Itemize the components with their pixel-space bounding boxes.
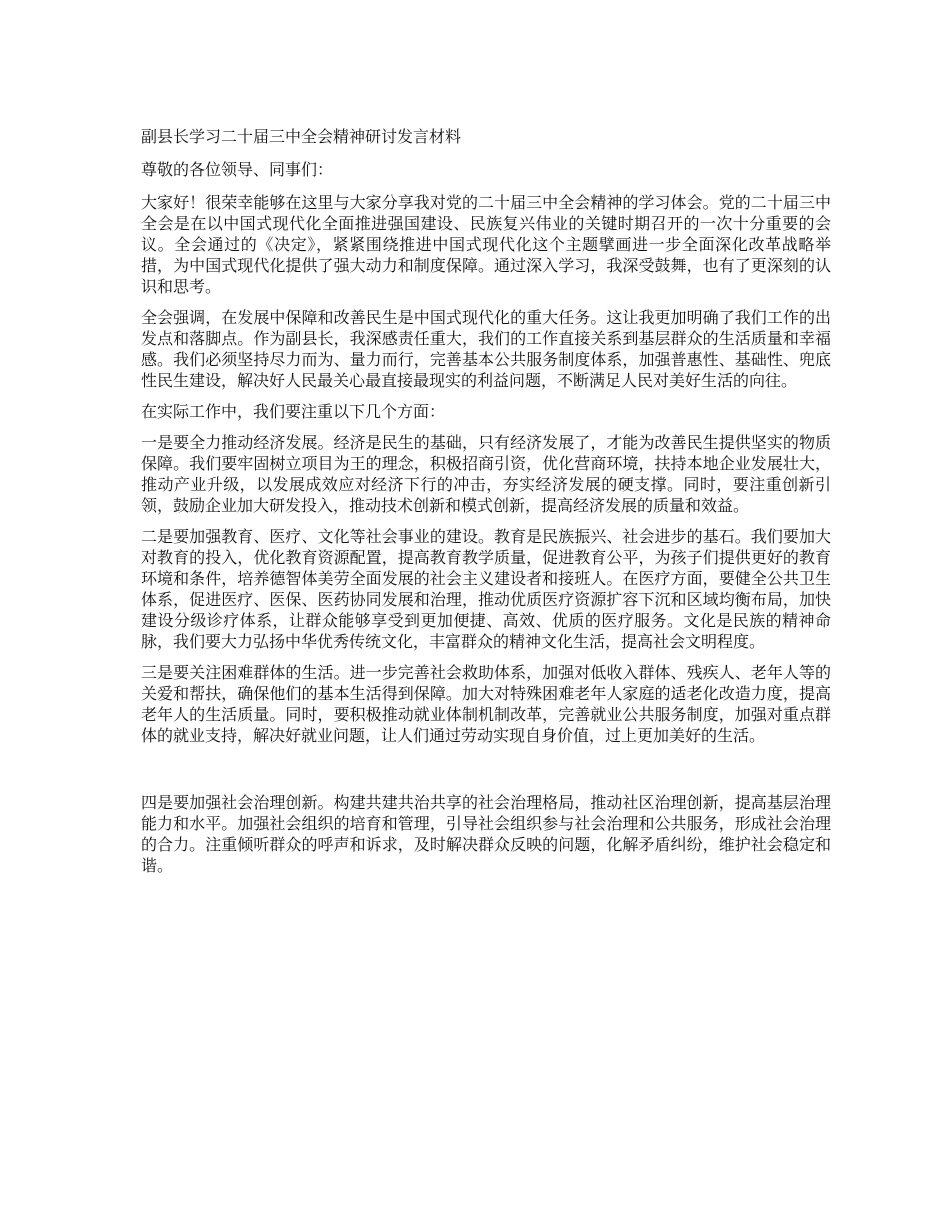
paragraph-point-one: 一是要全力推动经济发展。经济是民生的基础，只有经济发展了，才能为改善民生提供坚实的物质保障。我们要牢固树立项目为王的理念，积极招商引资，优化营商环境，扶持本地企业发展壮大，推动产业升级，以发展成效应对经济下行的冲击，夯实经济发展的硬支撑。同时，要注重创新引领，鼓励企业加大研发投入，推动技术创新和模式创新，提高经济发展的质量和效益。 [141, 433, 831, 515]
paragraph-point-four: 四是要加强社会治理创新。构建共建共治共享的社会治理格局，推动社区治理创新，提高基层治理能力和水平。加强社会组织的培育和管理，引导社会组织参与社会治理和公共服务，形成社会治理的合力。注重倾听群众的呼声和诉求，及时解决群众反映的问题，化解矛盾纠纷，维护社会稳定和谐。 [141, 793, 831, 875]
paragraph-point-two: 二是要加强教育、医疗、文化等社会事业的建设。教育是民族振兴、社会进步的基石。我们要加大对教育的投入，优化教育资源配置，提高教育教学质量，促进教育公平，为孩子们提供更好的教育环境和条件，培养德智体美劳全面发展的社会主义建设者和接班人。在医疗方面，要健全公共卫生体系，促进医疗、医保、医药协同发展和治理，推动优质医疗资源扩容下沉和区域均衡布局，加快建设分级诊疗体系，让群众能够享受到更加便捷、高效、优质的医疗服务。文化是民族的精神命脉，我们要大力弘扬中华优秀传统文化，丰富群众的精神文化生活，提高社会文明程度。 [141, 527, 831, 651]
document-page [141, 126, 831, 886]
paragraph-livelihood: 全会强调，在发展中保障和改善民生是中国式现代化的重大任务。这让我更加明确了我们工作的出发点和落脚点。作为副县长，我深感责任重大，我们的工作直接关系到基层群众的生活质量和幸福感。我们必须坚持尽力而为、量力而行，完善基本公共服务制度体系，加强普惠性、基础性、兜底性民生建设，解决好人民最关心最直接最现实的利益问题，不断满足人民对美好生活的向往。 [141, 308, 831, 390]
greeting: 尊敬的各位领导、同事们： [141, 160, 334, 179]
paragraph-intro: 大家好！很荣幸能够在这里与大家分享我对党的二十届三中全会精神的学习体会。党的二十届三中全会是在以中国式现代化全面推进强国建设、民族复兴伟业的关键时期召开的一次十分重要的会议。全会通过的《决定》，紧紧围绕推进中国式现代化这个主题擘画进一步全面深化改革战略举措，为中国式现代化提供了强大动力和制度保障。通过深入学习，我深受鼓舞，也有了更深刻的认识和思考。 [141, 193, 831, 296]
paragraph-point-three: 三是要关注困难群体的生活。进一步完善社会救助体系，加强对低收入群体、残疾人、老年人等的关爱和帮扶，确保他们的基本生活得到保障。加大对特殊困难老年人家庭的适老化改造力度，提高老年人的生活质量。同时，要积极推动就业体制机制改革，完善就业公共服务制度，加强对重点群体的就业支持，解决好就业问题，让人们通过劳动实现自身价值，过上更加美好的生活。 [141, 663, 831, 745]
paragraph-aspects-lead: 在实际工作中，我们要注重以下几个方面： [141, 402, 446, 421]
document-title: 副县长学习二十届三中全会精神研讨发言材料 [141, 127, 462, 146]
